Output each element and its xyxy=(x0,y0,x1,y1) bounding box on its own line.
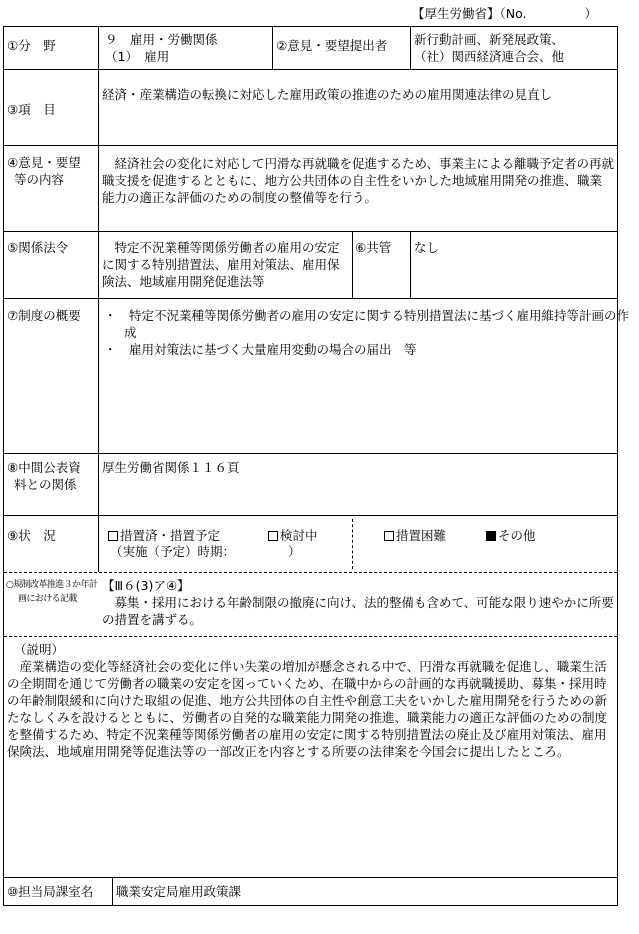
status-option-difficult[interactable]: 措置困難 xyxy=(384,527,446,544)
field-value-line2: （1） 雇用 xyxy=(105,49,170,64)
checkbox-icon[interactable] xyxy=(268,531,278,541)
opinion-label-line1: ④意見・要望 xyxy=(7,155,81,170)
plan-label-line2: 画における記載 xyxy=(18,594,77,604)
plan-reference: 【Ⅲ６(3)ア④】 xyxy=(102,578,190,593)
item-label: ③項 目 xyxy=(7,102,56,117)
outline-label: ⑦制度の概要 xyxy=(7,308,81,323)
checkbox-icon[interactable] xyxy=(384,531,394,541)
implementation-date-close: ） xyxy=(288,544,301,559)
field-value-line1: ９ 雇用・労働関係 xyxy=(105,32,218,47)
office-label: ⑩担当局課室名 xyxy=(7,884,94,899)
joint-label: ⑥共管 xyxy=(355,240,392,255)
field-label: ①分 野 xyxy=(7,38,56,53)
law-value: 特定不況業種等関係労働者の雇用の安定に関する特別措置法、雇用対策法、雇用保険法、地域雇用開発促進法等 xyxy=(102,240,340,289)
status-option-other[interactable]: その他 xyxy=(486,527,536,544)
ministry-label: 【厚生労働省】 xyxy=(412,6,500,21)
outline-bullet-2: ・ 雇用対策法に基づく大量雇用変動の場合の届出 等 xyxy=(104,342,417,357)
opinion-value: 経済社会の変化に対応して円滑な再就職を促進するため、事業主による離職予定者の再就職支援を促進するとともに、地方公共団体の自主性をいかした地域雇用開発の推進、職業能力の適正な評価のための制度の整備等を行う。 xyxy=(102,156,615,205)
explanation-value: 産業構造の変化等経済社会の変化に伴い失業の増加が懸念される中で、円滑な再就職を促進し、職業生活の全期間を通じて労働者の職業の安定を図っていくため、在職中からの計画的な再就職援助、募集・採用時の年齢制限緩和に向けた取組の促進、地方公共団体の自主性や創意工夫をいかした雇用開発を行うための新たなしくみを設けるとともに、労働者の自発的な職業能力開発の推進、職業能力の適正な評価のための制度を整備するため、特定不況業種等関係労働者の雇用の安定に関する特別措置法の廃止及び雇用対策法、雇用保険法、地域雇用開発等促進法等の一部改正を内容とする所要の法律案を今国会に提出したところ。 xyxy=(7,659,608,759)
document-header xyxy=(412,4,632,22)
plan-value: 募集・採用における年齢制限の撤廃に向け、法的整備も含めて、可能な限り速やかに所要の措置を講ずる。 xyxy=(102,595,614,627)
submitter-value-line2: （社）関西経済連合会、他 xyxy=(414,49,565,64)
checkbox-icon[interactable] xyxy=(108,531,118,541)
interim-label-line1: ⑧中間公表資 xyxy=(7,460,81,475)
status-option-review[interactable]: 検討中 xyxy=(268,527,318,544)
number-close: ） xyxy=(584,6,598,21)
office-value: 職業安定局雇用政策課 xyxy=(116,884,242,899)
number-label: （No. xyxy=(499,6,527,21)
checkbox-checked-icon[interactable] xyxy=(486,531,496,541)
implementation-date-label: （実施（予定）時期： xyxy=(110,544,236,559)
joint-value: なし xyxy=(414,240,440,255)
interim-label-line2: 料との関係 xyxy=(14,477,77,492)
plan-label-line1: ○規制改革推進３か年計 xyxy=(6,580,98,590)
submitter-value-line1: 新行動計画、新発展政策、 xyxy=(414,32,565,47)
outline-bullet-1: ・ 特定不況業種等関係労働者の雇用の安定に関する特別措置法に基づく雇用維持等計画の作成 xyxy=(104,308,630,340)
submitter-label: ②意見・要望提出者 xyxy=(276,38,388,53)
request-form-table xyxy=(3,26,630,906)
item-value: 経済・産業構造の転換に対応した雇用政策の推進のための雇用関連法律の見直し xyxy=(102,87,553,102)
interim-value: 厚生労働省関係１１６頁 xyxy=(102,460,240,475)
explanation-title: （説明） xyxy=(14,642,65,657)
status-option-done[interactable]: 措置済・措置予定 xyxy=(108,527,220,544)
law-label: ⑤関係法令 xyxy=(7,240,69,255)
status-label: ⑨状 況 xyxy=(7,528,56,543)
opinion-label-line2: 等の内容 xyxy=(14,172,65,187)
